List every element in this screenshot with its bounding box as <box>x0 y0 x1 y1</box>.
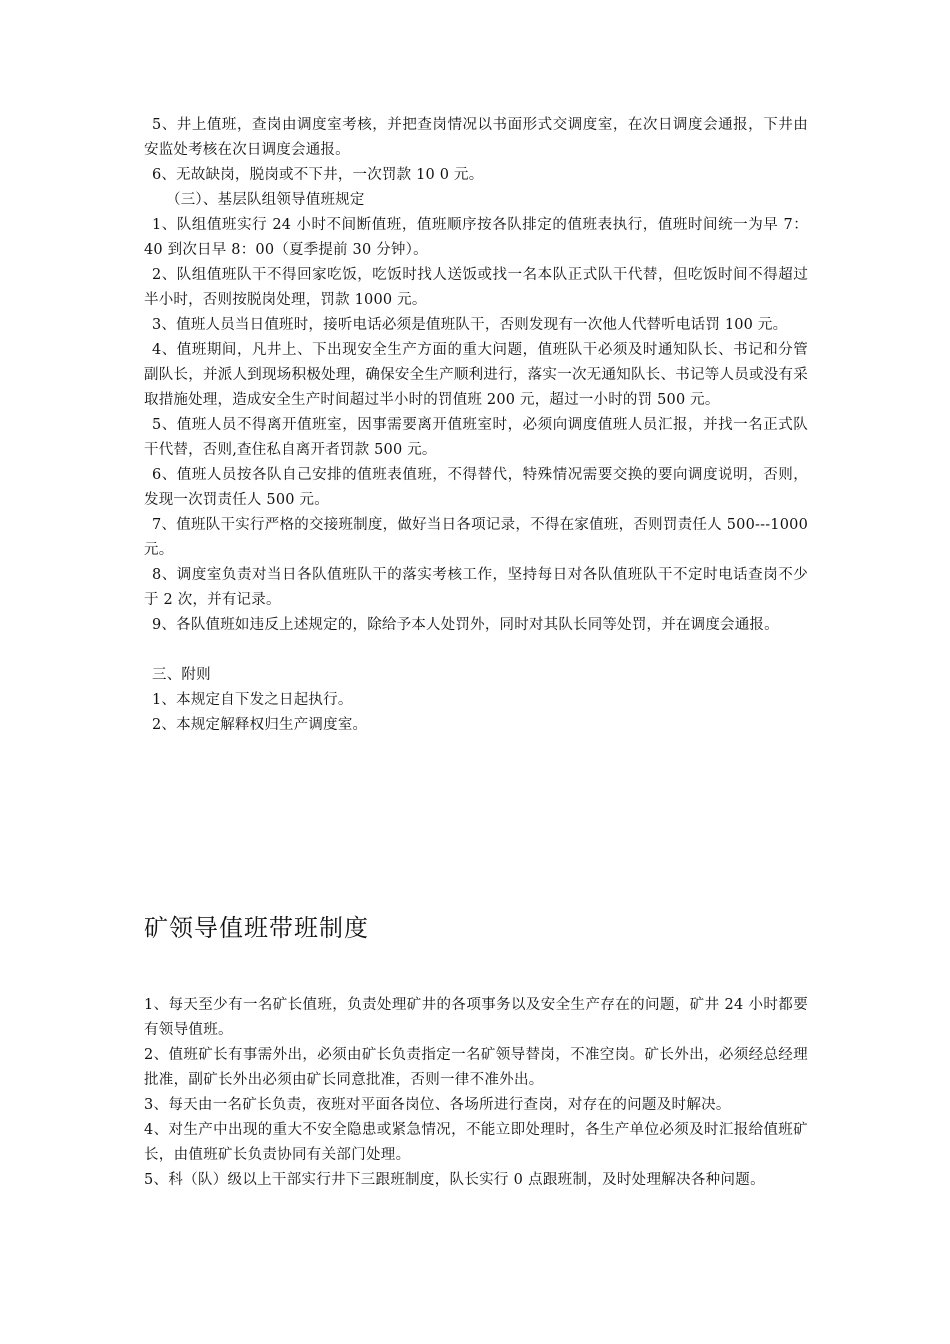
paragraph: 4、对生产中出现的重大不安全隐患或紧急情况，不能立即处理时，各生产单位必须及时汇报给值班矿长，由值班矿长负责协同有关部门处理。 <box>144 1122 808 1163</box>
paragraph: 4、值班期间，凡井上、下出现安全生产方面的重大问题，值班队干必须及时通知队长、书记和分管副队长，并派人到现场积极处理，确保安全生产顺利进行，落实一次无通知队长、书记等人员或没有采取措施处理，造成安全生产时间超过半小时的罚值班 200 元，超过一小时的罚 500 元。 <box>144 342 808 408</box>
spacer <box>144 638 808 663</box>
paragraph: 3、值班人员当日值班时，接听电话必须是值班队干，否则发现有一次他人代替听电话罚 100 元。 <box>152 317 788 333</box>
paragraph: 1、每天至少有一名矿长值班，负责处理矿井的各项事务以及安全生产存在的问题，矿井 24 小时都要有领导值班。 <box>144 997 808 1038</box>
section-heading: 矿领导值班带班制度 <box>144 914 369 942</box>
appendix-item: 2、本规定解释权归生产调度室。 <box>152 717 368 733</box>
paragraph: 7、值班队干实行严格的交接班制度，做好当日各项记录，不得在家值班，否则罚责任人 500---1000 元。 <box>144 517 813 558</box>
paragraph: 2、队组值班队干不得回家吃饭，吃饭时找人送饭或找一名本队正式队干代替，但吃饭时间不得超过半小时，否则按脱岗处理，罚款 1000 元。 <box>144 267 808 308</box>
paragraph: 5、井上值班，查岗由调度室考核，并把查岗情况以书面形式交调度室，在次日调度会通报，下井由安监处考核在次日调度会通报。 <box>144 117 808 158</box>
paragraph: 1、队组值班实行 24 小时不间断值班，值班顺序按各队排定的值班表执行，值班时间统一为早 7：40 到次日早 8：00（夏季提前 30 分钟）。 <box>144 217 808 258</box>
paragraph: 5、科（队）级以上干部实行井下三跟班制度，队长实行 0 点跟班制，及时处理解决各种问题。 <box>144 1172 765 1188</box>
paragraph: 6、无故缺岗，脱岗或不下井，一次罚款 10 0 元。 <box>152 167 484 183</box>
paragraph: 6、值班人员按各队自己安排的值班表值班，不得替代，特殊情况需要交换的要向调度说明，否则，发现一次罚责任人 500 元。 <box>144 467 808 508</box>
document-section-2 <box>144 908 808 1193</box>
document-section-1 <box>144 113 813 738</box>
paragraph: 2、值班矿长有事需外出，必须由矿长负责指定一名矿领导替岗，不准空岗。矿长外出，必须经总经理批准，副矿长外出必须由矿长同意批准，否则一律不准外出。 <box>144 1047 808 1088</box>
subsection-title: （三）、基层队组领导值班规定 <box>166 192 365 208</box>
appendix-title: 三、附则 <box>152 667 211 683</box>
paragraph: 9、各队值班如违反上述规定的，除给予本人处罚外，同时对其队长同等处罚，并在调度会通报。 <box>152 617 779 633</box>
appendix-item: 1、本规定自下发之日起执行。 <box>152 692 353 708</box>
paragraph: 5、值班人员不得离开值班室，因事需要离开值班室时，必须向调度值班人员汇报，并找一名正式队干代替，否则,查住私自离开者罚款 500 元。 <box>144 417 808 458</box>
paragraph: 8、调度室负责对当日各队值班队干的落实考核工作，坚持每日对各队值班队干不定时电话查岗不少于 2 次，并有记录。 <box>144 567 808 608</box>
paragraph: 3、每天由一名矿长负责，夜班对平面各岗位、各场所进行查岗，对存在的问题及时解决。 <box>144 1097 731 1113</box>
